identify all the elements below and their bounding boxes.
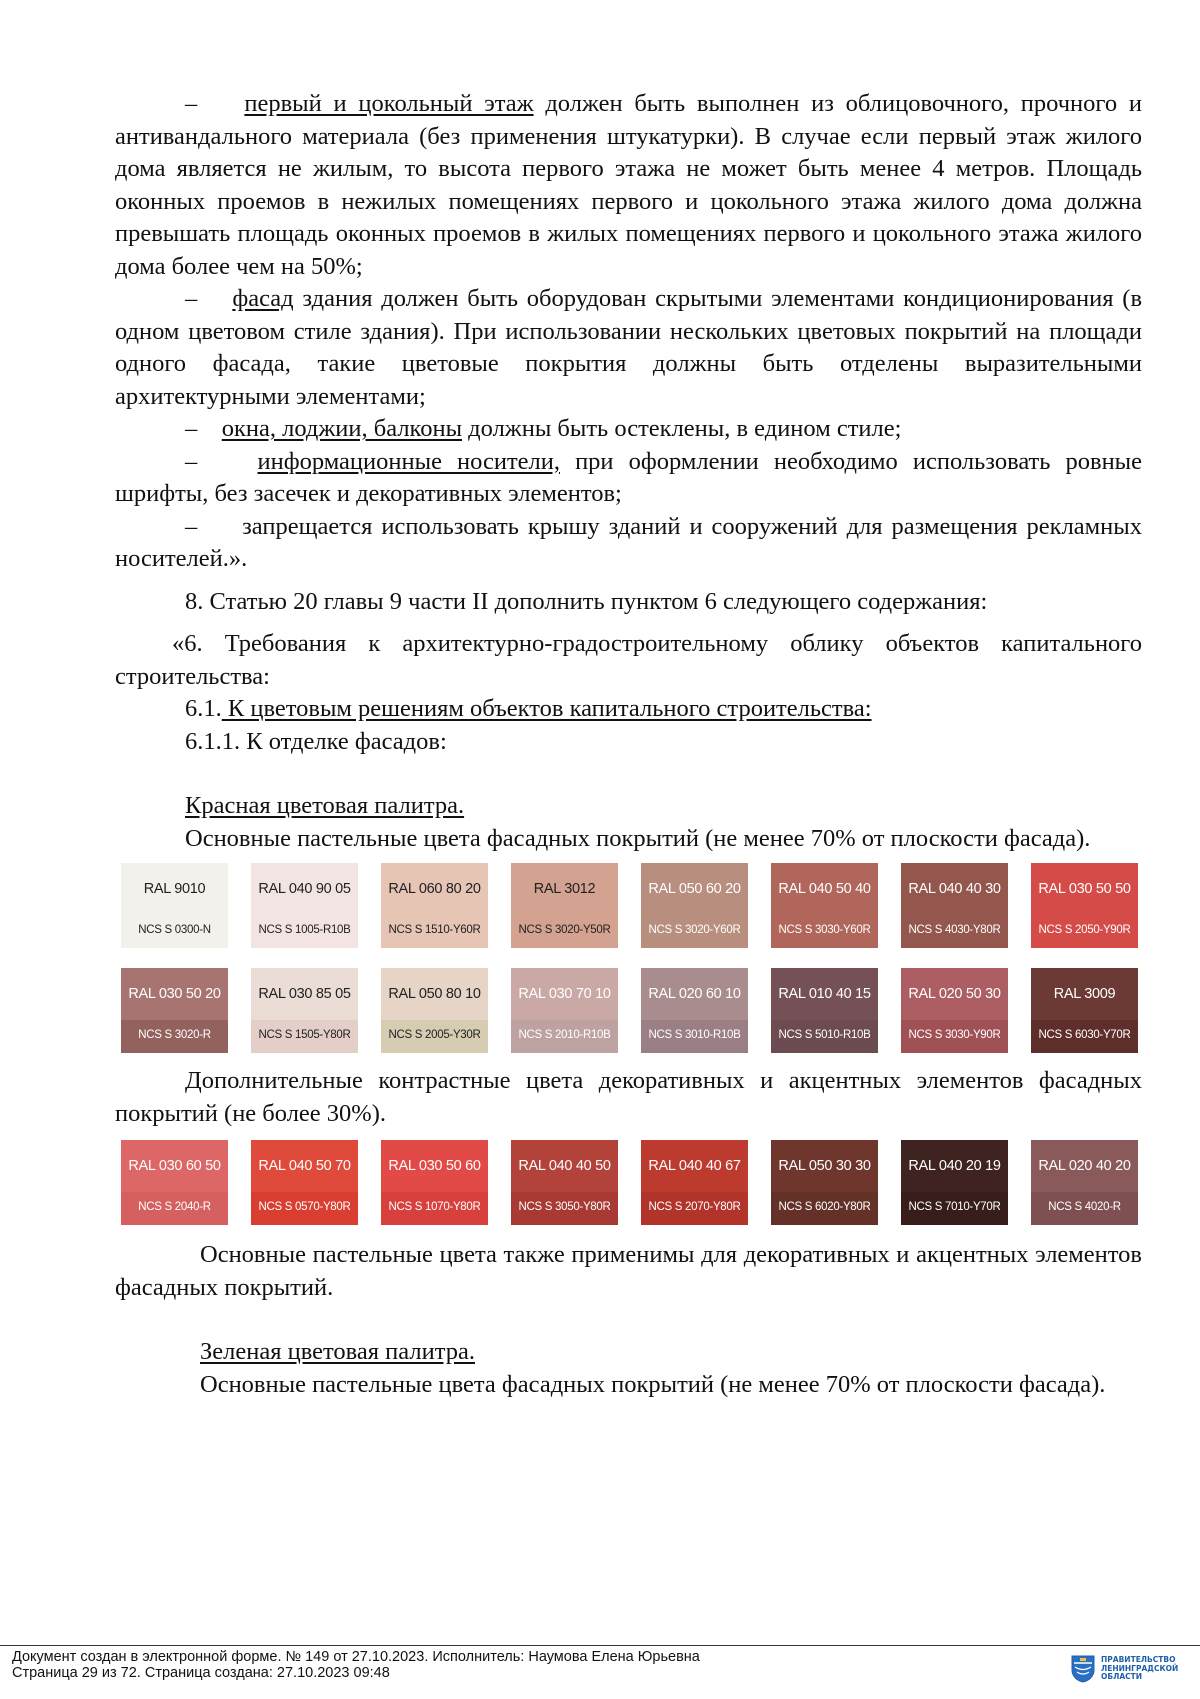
color-swatch [251,968,358,1053]
paragraph-first-floor: – первый и цокольный этаж должен быть выполнен из облицовочного, прочного и антивандального материала (без применения штукатурки). В случае если первый этаж жилого дома является не жилым, то высота первого этажа не может быть менее 4 метров. Площадь оконных проемов в нежилых помещениях первого и цокольного этажа жилого дома должна превышать площадь оконных проемов в жилых помещениях первого и цокольного этажа жилого дома более чем на 50%; [115,90,1142,280]
page-footer [0,1645,1200,1699]
paragraph-facade: – фасад здания должен быть оборудован скрытыми элементами кондиционирования (в одном цветовом стиле здания). При использовании нескольких цветовых покрытий на площади одного фасада, такие цветовые покрытия должны быть отделены выразительными архитектурными элементами; [115,285,1143,410]
swatch-ncs-label: NCS S 3030-Y90R [901,1020,1008,1053]
paragraph-roof: – запрещается использовать крышу зданий и сооружений для размещения рекламных носителей.». [115,512,1143,572]
swatch-ncs-label: NCS S 3050-Y80R [511,1192,618,1225]
swatch-ncs-label: NCS S 3020-Y50R [511,915,618,948]
color-swatch [771,1140,878,1225]
swatch-ral-label: RAL 060 80 20 [388,881,481,897]
swatch-ral-label: RAL 030 70 10 [518,986,611,1002]
swatch-ral-label: RAL 020 60 10 [648,986,741,1002]
swatch-ncs-label: NCS S 4030-Y80R [901,915,1008,948]
color-swatch [511,1140,618,1225]
color-swatch [641,968,748,1053]
underlined-term: первый и цокольный этаж [244,90,534,117]
swatch-ncs-label: NCS S 2040-R [121,1192,228,1225]
color-swatch [641,863,748,948]
color-swatch [1031,863,1138,948]
swatch-ncs-label: NCS S 2010-R10B [511,1020,618,1053]
swatch-ral-label: RAL 030 50 50 [1038,881,1131,897]
swatch-ral-label: RAL 030 50 20 [128,986,221,1002]
red-note: Основные пастельные цвета также применимы для декоративных и акцентных элементов фасадных покрытий. [115,1241,1142,1301]
color-swatch [771,863,878,948]
swatch-ncs-label: NCS S 1505-Y80R [251,1020,358,1053]
footer-text [12,1650,700,1681]
swatch-ral-label: RAL 3012 [533,881,596,897]
swatch-ral-label: RAL 010 40 15 [778,986,871,1002]
red-palette-heading: Красная цветовая палитра. [185,792,465,819]
swatch-ral-label: RAL 050 80 10 [388,986,481,1002]
color-swatch [1031,1140,1138,1225]
swatch-ncs-label: NCS S 1510-Y60R [381,915,488,948]
green-palette-heading: Зеленая цветовая палитра. [200,1338,475,1365]
paragraph-requirements: «6. Требования к архитектурно-градостроительному облику объектов капитального строительства: [115,630,1142,690]
swatch-ncs-label: NCS S 4020-R [1031,1192,1138,1225]
underlined-term: окна, лоджии, балконы [221,415,463,442]
footer-line-document: Документ создан в электронной форме. № 149 от 27.10.2023. Исполнитель: Наумова Елена Юрьевна [12,1649,700,1665]
swatch-ncs-label: NCS S 7010-Y70R [901,1192,1008,1225]
paragraph-windows: – окна, лоджии, балконы должны быть остеклены, в едином стиле; [185,415,902,442]
swatch-ral-label: RAL 030 50 60 [388,1158,481,1174]
color-swatch [901,968,1008,1053]
swatch-ncs-label: NCS S 2005-Y30R [381,1020,488,1053]
swatch-ral-label: RAL 050 60 20 [648,881,741,897]
paragraph-info-carriers: – информационные носители, при оформлении необходимо использовать ровные шрифты, без засечек и декоративных элементов; [115,447,1143,507]
swatch-ral-label: RAL 040 50 40 [778,881,871,897]
swatch-ncs-label: NCS S 5010-R10B [771,1020,878,1053]
color-swatch [641,1140,748,1225]
swatch-ral-label: RAL 040 20 19 [908,1158,1001,1174]
green-main-description: Основные пастельные цвета фасадных покрытий (не менее 70% от плоскости фасада). [200,1370,1106,1398]
swatch-ral-label: RAL 030 85 05 [258,986,351,1002]
swatch-ral-label: RAL 020 50 30 [908,986,1001,1002]
swatch-ral-label: RAL 040 50 70 [258,1158,351,1174]
swatch-ral-label: RAL 9010 [143,881,206,897]
paragraph-6-1: 6.1. К цветовым решениям объектов капитального строительства: [185,695,872,722]
swatch-ncs-label: NCS S 0300-N [121,915,228,948]
swatch-ral-label: RAL 030 60 50 [128,1158,221,1174]
color-swatch [771,968,878,1053]
color-swatch [381,1140,488,1225]
color-swatch [251,1140,358,1225]
color-swatch [381,968,488,1053]
government-logo [1071,1655,1178,1683]
red-main-description: Основные пастельные цвета фасадных покрытий (не менее 70% от плоскости фасада). [185,824,1091,852]
swatch-ncs-label: NCS S 0570-Y80R [251,1192,358,1225]
swatch-ncs-label: NCS S 3020-R [121,1020,228,1053]
swatch-ncs-label: NCS S 6020-Y80R [771,1192,878,1225]
swatch-row-main-2 [121,968,1142,1053]
swatch-ncs-label: NCS S 2050-Y90R [1031,915,1138,948]
swatch-ral-label: RAL 050 30 30 [778,1158,871,1174]
swatch-ncs-label: NCS S 1070-Y80R [381,1192,488,1225]
color-swatch [251,863,358,948]
red-extra-description: Дополнительные контрастные цвета декоративных и акцентных элементов фасадных покрытий (не более 30%). [115,1067,1142,1127]
color-swatch [901,863,1008,948]
swatch-ral-label: RAL 040 40 67 [648,1158,741,1174]
footer-line-page: Страница 29 из 72. Страница создана: 27.10.2023 09:48 [12,1664,390,1681]
swatch-ncs-label: NCS S 3030-Y60R [771,915,878,948]
swatch-row-accent [121,1140,1142,1225]
swatch-ral-label: RAL 020 40 20 [1038,1158,1131,1174]
swatch-ncs-label: NCS S 6030-Y70R [1031,1020,1138,1053]
color-swatch [511,968,618,1053]
coat-of-arms-icon [1071,1655,1095,1683]
swatch-ncs-label: NCS S 3020-Y60R [641,915,748,948]
paragraph-article-20: 8. Статью 20 главы 9 части II дополнить пунктом 6 следующего содержания: [185,587,988,615]
logo-caption: ПРАВИТЕЛЬСТВО ЛЕНИНГРАДСКОЙ ОБЛАСТИ [1101,1655,1179,1682]
underlined-term: фасад [232,285,294,312]
paragraph-6-1-1: 6.1.1. К отделке фасадов: [185,727,447,755]
document-body [115,88,1142,1401]
swatch-ncs-label: NCS S 1005-R10B [251,915,358,948]
color-swatch [511,863,618,948]
color-swatch [1031,968,1138,1053]
swatch-ncs-label: NCS S 2070-Y80R [641,1192,748,1225]
color-swatch [121,1140,228,1225]
color-swatch [121,968,228,1053]
swatch-ral-label: RAL 040 90 05 [258,881,351,897]
color-swatch [901,1140,1008,1225]
swatch-row-main-1 [121,863,1142,948]
color-swatch [381,863,488,948]
underlined-term: информационные носители, [257,447,561,475]
swatch-ral-label: RAL 3009 [1053,986,1116,1002]
color-swatch [121,863,228,948]
swatch-ncs-label: NCS S 3010-R10B [641,1020,748,1053]
swatch-ral-label: RAL 040 40 30 [908,881,1001,897]
swatch-ral-label: RAL 040 40 50 [518,1158,611,1174]
